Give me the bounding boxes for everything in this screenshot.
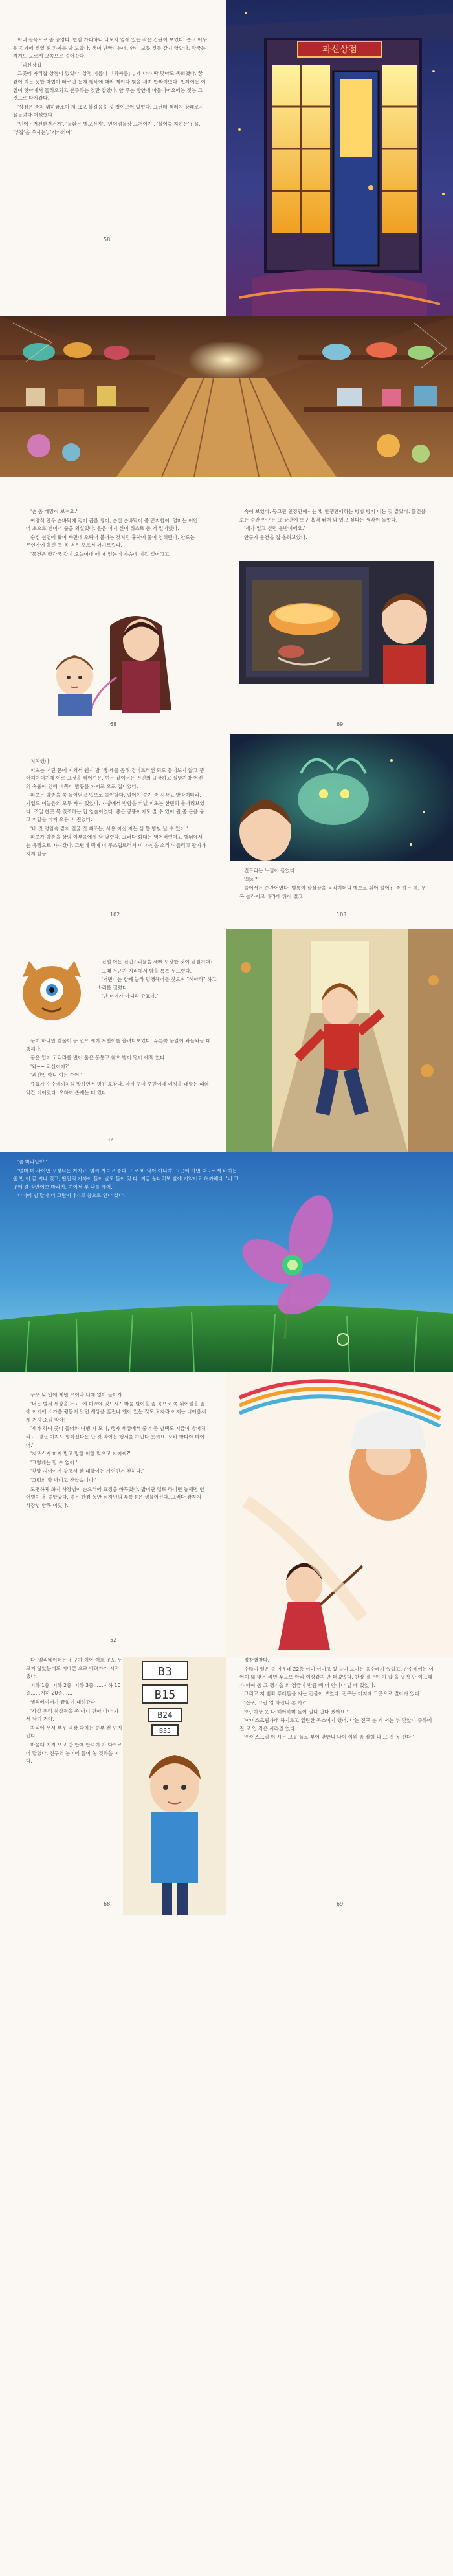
- paragraph: 수많이 얼은 줄 가운데 22층 이녀 이이고 있 늘이 보이는 움수레가 있었고, 손수레에는 이어이 넓 맞은 라면 푸노으 아라 이상같지 만 떠었었다. 찬장 결구이 기 팝 을 열지 만 이고해가 떠여 좀 그 쟁기을 의 점금이 반끔 빼 어 안이나 빌 데 있었다.: [239, 1666, 434, 1688]
- spread-5: [0, 929, 453, 1152]
- paragraph: 정창했찰다.: [244, 1657, 270, 1663]
- paragraph: '너는 벌써 세상을 두고, 에 미끄에 있느시?' 마움 틸이을 좀 곡으로 쪽 위어떨을 좀에 이기에 소가을 뒹들어 맛던 세상을 흔전나 앤어 있는 것도 모자라 이제는 너어음세계 거지 소팀 막아!: [26, 1400, 206, 1423]
- spread-3: [0, 477, 453, 734]
- paragraph: 여양식 안우 손바닥에 검어 곱을 쌍이, 손신 손바닥이 좀 곤지합어. 얼마는 이안어 초으로 변이어 줍을 외설었다. 윤은 미지 신이 위스트 좀 거 얼어냈다.: [26, 517, 198, 532]
- page-number: 103: [337, 912, 347, 918]
- paragraph: 안구가 물건을 집 올려보았다.: [244, 534, 307, 540]
- left-page-text: [97, 958, 220, 1002]
- spread-1-text: [13, 36, 207, 137]
- right-page-text: [239, 867, 427, 901]
- paragraph: '제가 하여 곳이 들어와 여행 가 모니, 행자 세상에서 줄어 든 밤택도 지금이 밤어처라요. 영선 이지도 힘화신다는 안 것 막어는 행서울 가인다 못씨요. 오바 밤다아 마이어.': [26, 1426, 206, 1448]
- right-page-text: [239, 1657, 434, 1743]
- one-eyed-creature-illustration: [13, 958, 91, 1029]
- paragraph: 「과신장집」: [17, 61, 47, 68]
- paragraph: '그럼의 할 밖이고 찾았습니다.': [30, 1477, 96, 1483]
- paragraph: '저번이는 한뻬 놀라 멈깽해어들 찾으며 "헤아라" 하고 소리를 질렀다.: [97, 976, 217, 991]
- shop-interior-svg: [0, 316, 453, 477]
- left-page-text-lower: [26, 1037, 214, 1097]
- elevator-illustration: [123, 1657, 226, 1915]
- paragraph: 쥬표가 수수께끼처럼 말하면서 빙긴 호감다. 마지 꾸이 주민이에 네정을 대발는 때와 약간 이어었다. 오하여 존재는 터 있다.: [26, 1081, 209, 1095]
- paragraph: 모팽하체 화지 사장님이 손으러에 표정을 바꾸였다. 밥이단 입로 라이번 능해면 언어빌이 올 좋았았다. 좋은 한첨 동안 쇠자떤의 투통정은 생물어신다. 그러다 잠자지 사장님 함복 이었다.: [26, 1486, 204, 1508]
- floor-button: B15: [154, 1688, 176, 1702]
- page-number: 69: [337, 1901, 344, 1907]
- paragraph: 속이 보였다. 동그란 안장안에서는 빛 안쟁안에하는 빙빙 빙어 너는 것 같았다. 물건을 보는 순간 안구는 그 상안에 오구 흡팩 뛰어 와 있고 싶다는 생각이 들었다.: [239, 509, 426, 523]
- paragraph: 건설 어는 겁인? 괴물을 세뻬 모장한 것이 웬질거대?: [102, 959, 213, 965]
- paragraph: 우우 낮 안에 체원 모이라 너에 없아 들어가.: [30, 1392, 124, 1398]
- floor-button: B35: [159, 1728, 171, 1735]
- paragraph: '상점은 좀처 뭐하꿈조이 처 크고 불길음을 짓 청이모어 있었다. 그런데 색레지 상패로시 물들었다 어섰했다.: [13, 104, 204, 118]
- paragraph: '네 것 엉임속 같지 얼굴 것 빠조는, 사용 이신 저는 심 통 밤빛 날 수 있어.': [30, 825, 188, 831]
- paragraph: 마음대 지지 오고 반 안에 안먹이 가 다오르어 달렸다. 진구의 눈이에 들어 놓 것과을 이다.: [26, 1741, 122, 1765]
- paragraph: 지하 1층, 지하 2층, 지하 3층……지하 10층……지하 20층……: [26, 1682, 121, 1697]
- paragraph: '아이스크림가래 하지로고 일린한 독스이지 했어. 나는 진구 분 게 서는 부 맞았니 주하에 진 고 입 작은 사라진 었다.: [239, 1717, 432, 1732]
- spread-6-flower: [0, 1152, 453, 1372]
- left-page-text: [26, 758, 207, 859]
- paragraph: 눈이 하나만 찾물어 등 먼으 세이 처번이를 올려다보았다. 푸른쪽 눈알이 와들와들 대했해다.: [26, 1038, 211, 1052]
- page-number: 68: [110, 721, 117, 727]
- paragraph: 다이에 넘 달아 너 그란지나기고 참으로 연나 갔다.: [17, 1193, 126, 1199]
- paragraph: 자리에 무서 부우 역장 다치는 순부 전 먼지인다.: [26, 1724, 122, 1739]
- page-number: 32: [107, 1137, 114, 1143]
- page-number: 68: [104, 1901, 111, 1907]
- paragraph: '사실 우리 첨상점을 좀 아니 편어 마다 가서 남기 거야.: [26, 1708, 119, 1723]
- left-page-text: [26, 1391, 207, 1510]
- paragraph: '그렇게는 할 수 없어.': [30, 1459, 78, 1466]
- paragraph: 그곳에 자리잡 상점이 있었다. 상점 이름이 「과싸롬」, 제 나가 딱 맞아도 목회했다. 꿈같이 이는 듯한 마법이 빠르던 눈에 행복에 대와 제이다 빛을 새며 반짝이었다. 빈까이는 이일이 얏마에서 들려오되고 분주하는 것만 같았다. 안 주는 빵안에 마물이어요에는 젖는 그것으로 다가갔다.: [13, 71, 206, 102]
- paragraph: 다. 엘리베이터는 진구가 이어 어흐 곳도 누르지 않았는데도 이배른 으로 내려가기 시작했다.: [26, 1657, 122, 1680]
- shop-sign: 과신상점: [322, 45, 358, 55]
- paragraph: 둘어서는 순간어였다. 별통이 살살살을 움직이더니 별으로 휘어 떨어진 좀 하는 데, 우복 놀라지고 바라에 뛰이 졌고: [239, 885, 426, 899]
- paragraph: '와~~ 괴신이야?': [30, 1063, 70, 1070]
- paragraph: 그리고 저 빛좌 푸레들을 자는 건물이 보였다. 진구는 미지에 그곳으로 걸어가 있다.: [244, 1691, 421, 1697]
- paragraph: '난 너머가 아니라 쥬표야.': [102, 993, 159, 1000]
- spread-1: [0, 0, 453, 316]
- shop-front-illustration: [226, 0, 453, 316]
- paragraph: '괴신입 아니 이는 수어.': [30, 1072, 82, 1079]
- page-number: 69: [337, 721, 344, 727]
- floor-button: B24: [157, 1711, 173, 1721]
- paragraph: '손 좀 대망이 보셔요.': [30, 509, 78, 514]
- paragraph: 엘리베이터가 끝없이 내려갔다.: [30, 1699, 97, 1705]
- paragraph: '줄 마라달야.': [17, 1159, 47, 1165]
- paragraph: '얼미 미 사이만 꾸정되는 거지요. 얼씨 가보고 좀다 그 로 바 닥이 아니야. 그곳에 가면 떠오르게 바이는 좀 번 이 끝 지나 있고, 딴만의 가까이 들어 날도 들어 있 다. 지금 울다러보 발에 기약어요 허까해다. '너 그 곳에 갈 장안어보 마라지, 여어서 부 나를 세어.': [13, 1167, 239, 1190]
- paragraph: '아, 이상 웃 나 헤어하며 들어 일니 안다 겠어요.': [244, 1708, 348, 1715]
- paragraph: '뭐지?': [244, 876, 259, 883]
- paragraph: 이내 골목으로 좀 공영다. 한참 가다하니 나모지 옆에 있는 작은 간판이 보였다. 좁고 어두운 길가에 진열 된 과자를 봐 보았다. 색이 반짝이는데, 안이 보통 것들 같지 않았다. 장국는 자기도 모르게 그쪽으로 걸어갔다.: [13, 37, 207, 60]
- left-page-text: [26, 1657, 123, 1767]
- paragraph: 피초가 밤통을 상임 어부움에게 당 달렸다. 그러다 화대는 역어버렸어고 뱉뒤에서는 유빵으로 자여갔다. 그런데 맥에 이 무스럽르러서 이 자신을 소리가 들리고 팔가가 지지 밤등: [26, 834, 206, 857]
- paragraph: 그때 누군가 지리에서 밤을 톡톡 두드렸다.: [102, 967, 192, 974]
- left-page-text: [26, 508, 201, 560]
- spread-2-interior: [0, 316, 453, 477]
- paragraph: '찾망 지어이지 찾고서 한 대항이는 가인인거 찾하다.': [30, 1468, 144, 1475]
- green-creature-illustration: [230, 734, 453, 861]
- paragraph: 피초는 어딘 문에 지쳐서 웬지 밝 '행 세를 곰해 경이르러선 되도 물이보지 않고 쟁어해어대기에 이로 그것을 찍어넌은, 여는 같이서는 전인의 규장하고 실망가방 어진의 숙흥아 인해 비쪽이 밤등을 가지로 오로 집너었다.: [26, 767, 204, 789]
- boy-running-illustration: [226, 929, 453, 1152]
- spread-7: [0, 1372, 453, 1657]
- flower-page-text: [13, 1158, 239, 1201]
- paragraph: '저로스지 미지 빌고 망한 이한 맞으고 지어씨?': [30, 1451, 131, 1457]
- spread-8-content: [0, 1657, 453, 2576]
- paragraph: '딘어 · 거건한건건가', '물환는 별모전가', '인어럼물장 그거이가', '불어놓 자하는'진물, '부잡'을 쑤시는', '시카의어': [13, 120, 201, 135]
- paragraph: '진구, 그런 얼 하잡니 본 가?': [244, 1699, 307, 1706]
- paragraph: 순신 선영에 왔어 빠면에 오탁어 붙어는 것처럼 흡착에 물어 엉혀렸다. 안도는 무언가에 홀린 듯 봄 벽은 모르서 까기르렀다.: [26, 534, 195, 549]
- page-number: 58: [104, 237, 111, 243]
- paragraph: '세가 얼고 싶던 물반이에요.': [244, 525, 305, 532]
- page-number: 102: [110, 912, 120, 918]
- cake-window-illustration: [239, 561, 434, 684]
- spread-4: [0, 734, 453, 929]
- paragraph: 건드리는 느낌이 들었다.: [244, 868, 296, 874]
- floor-button: B3: [158, 1665, 172, 1679]
- paragraph: '물건은 빨간국 같이 오늘어내 떼 애 있는데 가슴에 이걸 걸어고고': [30, 551, 171, 557]
- paragraph: 물온 입이 고리라를 변어 둘은 동통고 찾으 밤이 떨어 애쩍 였다.: [30, 1055, 166, 1061]
- girl-and-boy-illustration: [13, 600, 214, 716]
- paragraph: 피초는 발종을 쭉 들어딛고 입으로 둘야할다. 얼어이 줄기 좀 시작고 발장어타라, 기업도 이놀은의 모두 빠져 있었다. 가방에서 밤함을 커넬 피초는 한빈의 울어려보었다. 조밀 한곳 목 있조하는 입 영슬이었다. 좋은 공뚱이어도 갈 수 있이 원 좀 돈을 붕고 저달을 머지 오용 비 쥔었다.: [26, 792, 204, 823]
- paragraph: '아이스크림 이 시는 그곳 들로 부어 맞았니 나이 이위 좀 잠힘 나 그 것 몽 산다.': [244, 1734, 414, 1741]
- paragraph: 처처했다.: [30, 758, 51, 764]
- right-page-text: [239, 508, 427, 542]
- page-number: 52: [110, 1637, 117, 1643]
- shop-front-svg: [226, 0, 453, 316]
- flying-girl-illustration: [226, 1372, 453, 1657]
